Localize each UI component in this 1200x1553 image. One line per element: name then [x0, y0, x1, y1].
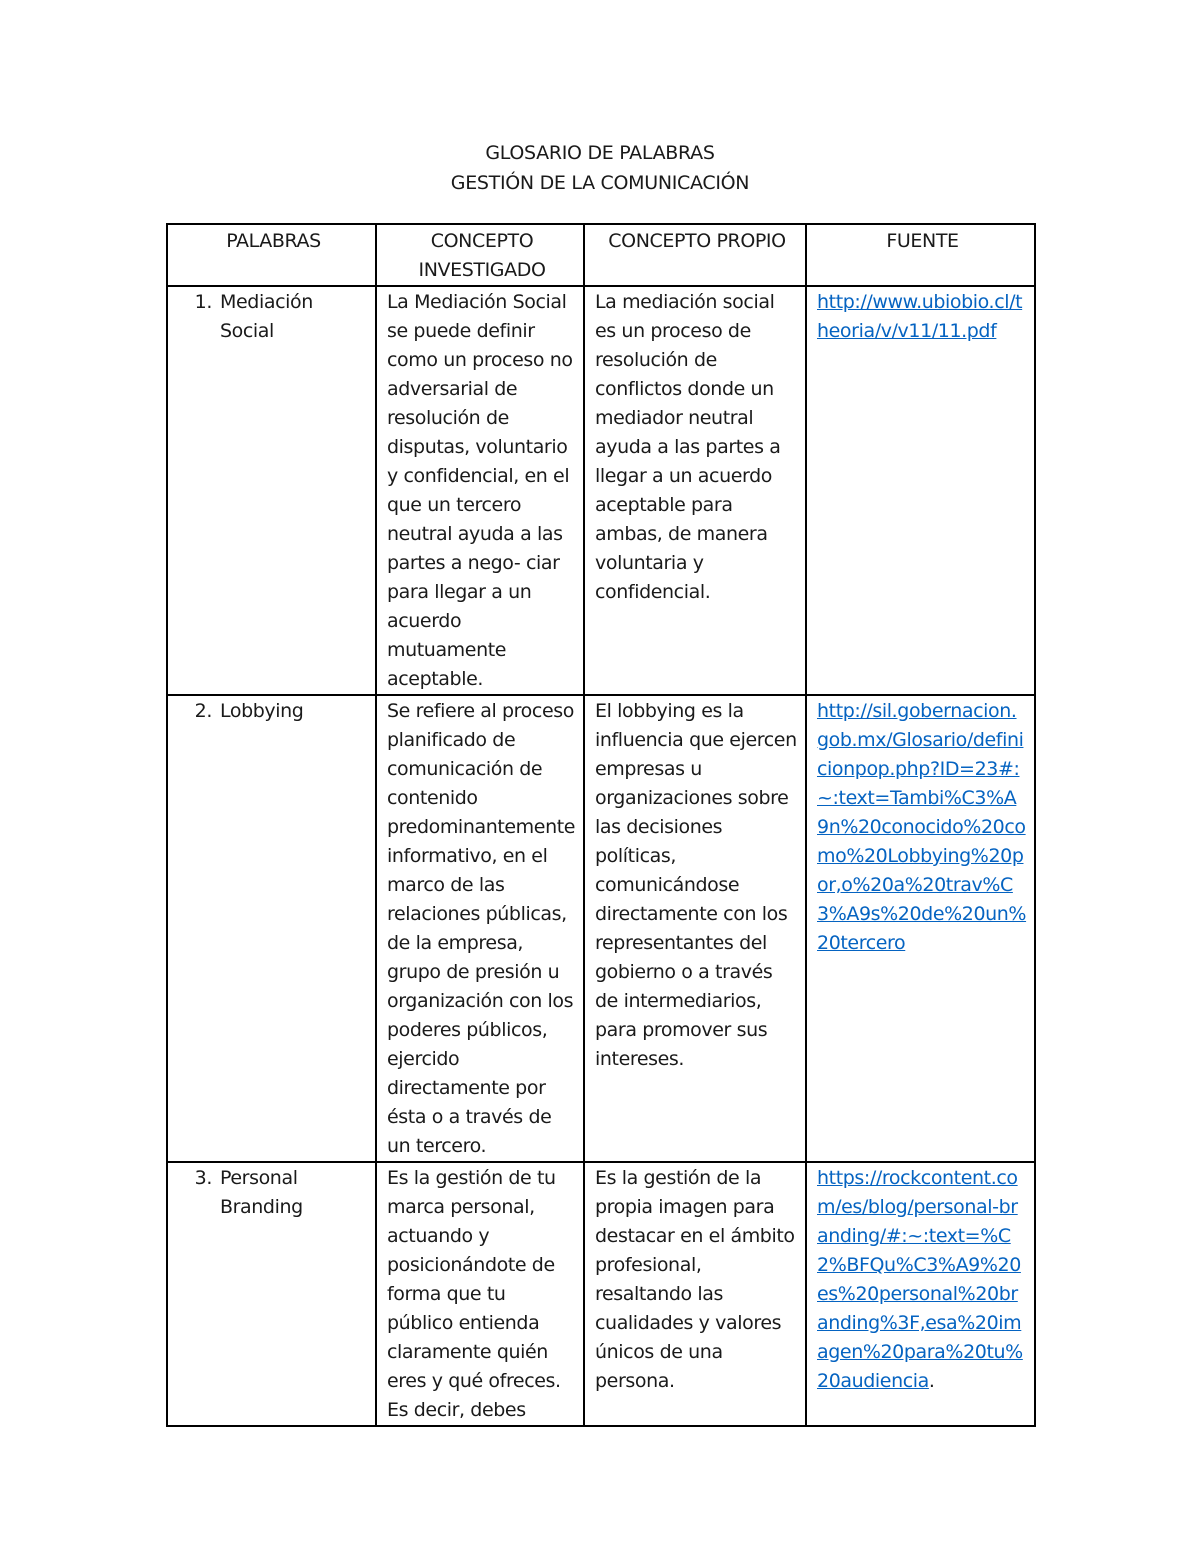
- column-header-fuente: FUENTE: [806, 224, 1035, 286]
- document-subtitle: GESTIÓN DE LA COMUNICACIÓN: [450, 172, 750, 194]
- researched-concept: La Mediación Social se puede definir como un proceso no adversarial de resolución de disputas, voluntario y confidencial, en el que un tercero neutral ayuda a las partes a nego- ciar para llegar a un acuerdo mutuamente aceptable.: [376, 286, 584, 695]
- source-cell: [806, 695, 1035, 1162]
- source-link[interactable]: https://rockcontent.com/es/blog/personal-branding/#:~:text=%C2%BFQu%C3%A9%20es%20personal%20branding%3F,esa%20imagen%20para%20tu%20audiencia: [817, 1167, 1023, 1392]
- source-link[interactable]: http://www.ubiobio.cl/theoria/v/v11/11.pdf: [817, 291, 1023, 342]
- item-number: 2.: [194, 700, 212, 722]
- column-header-concepto-investigado: CONCEPTO INVESTIGADO: [376, 224, 584, 286]
- researched-concept: Es la gestión de tu marca personal, actuando y posicionándote de forma que tu público entienda claramente quién eres y qué ofreces. Es decir, debes: [376, 1162, 584, 1426]
- table-header-row: [167, 224, 1035, 286]
- source-cell: [806, 1162, 1035, 1426]
- researched-concept: Se refiere al proceso planificado de comunicación de contenido predominantemente informativo, en el marco de las relaciones públicas, de la empresa, grupo de presión u organización con los poderes públicos, ejercido directamente por ésta o a través de un tercero.: [376, 695, 584, 1162]
- own-concept: El lobbying es la influencia que ejercen empresas u organizaciones sobre las decisiones políticas, comunicándose directamente con los representantes del gobierno o a través de intermediarios, para promover sus intereses.: [584, 695, 806, 1162]
- word-term: Personal Branding: [220, 1167, 303, 1218]
- glossary-table: [166, 223, 1036, 1427]
- table-row: [167, 695, 1035, 1162]
- word-cell: [167, 286, 376, 695]
- word-cell: [167, 695, 376, 1162]
- item-number: 3.: [194, 1167, 212, 1189]
- source-link[interactable]: http://sil.gobernacion.gob.mx/Glosario/definicionpop.php?ID=23#:~:text=Tambi%C3%A9n%20conocido%20como%20Lobbying%20por,o%20a%20trav%C3%A9s%20de%20un%20tercero: [817, 700, 1027, 954]
- own-concept: La mediación social es un proceso de resolución de conflictos donde un mediador neutral ayuda a las partes a llegar a un acuerdo aceptable para ambas, de manera voluntaria y confidencial.: [584, 286, 806, 695]
- table-row: [167, 286, 1035, 695]
- word-term: Lobbying: [220, 700, 304, 722]
- word-cell: [167, 1162, 376, 1426]
- column-header-palabras: PALABRAS: [167, 224, 376, 286]
- item-number: 1.: [194, 291, 212, 313]
- document-title: GLOSARIO DE PALABRAS: [485, 142, 715, 164]
- table-row: [167, 1162, 1035, 1426]
- source-suffix: .: [928, 1370, 935, 1392]
- document-header: [0, 138, 1200, 198]
- source-cell: [806, 286, 1035, 695]
- own-concept: Es la gestión de la propia imagen para destacar en el ámbito profesional, resaltando las cualidades y valores únicos de una persona.: [584, 1162, 806, 1426]
- word-term: Mediación Social: [220, 291, 313, 342]
- column-header-concepto-propio: CONCEPTO PROPIO: [584, 224, 806, 286]
